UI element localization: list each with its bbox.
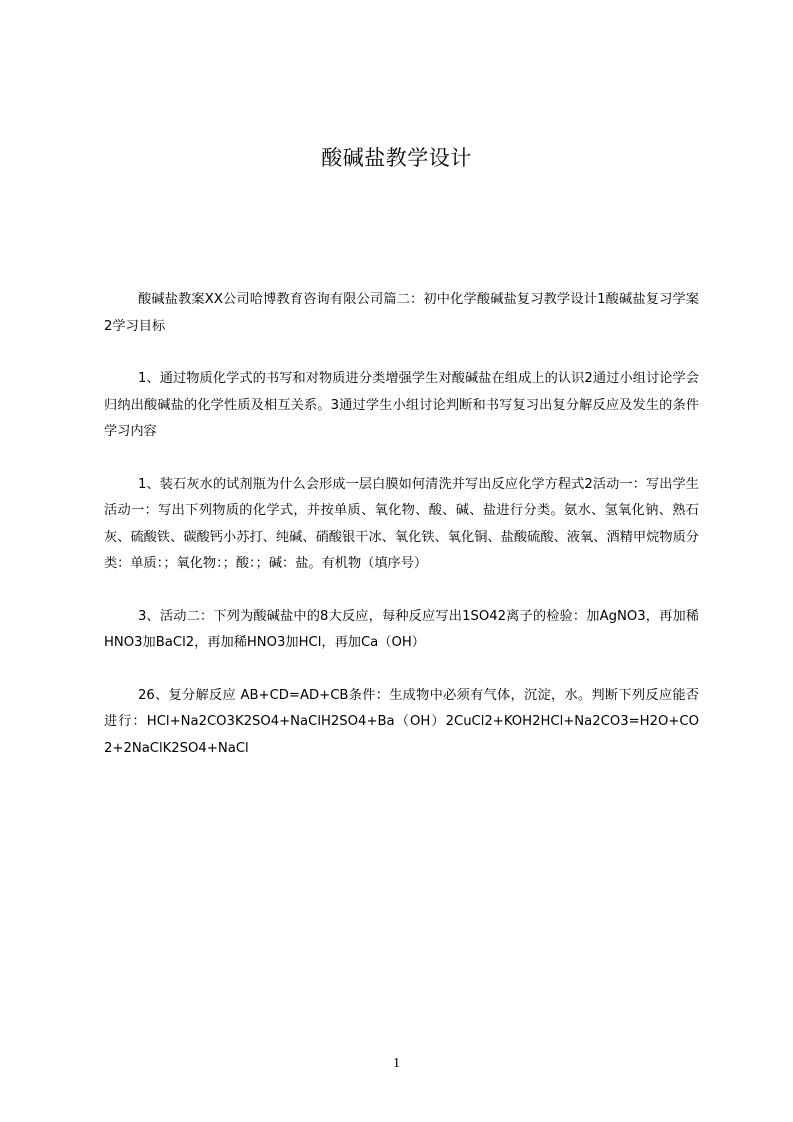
document-title: 酸碱盐教学设计 — [321, 146, 472, 170]
document-body — [104, 287, 699, 762]
paragraph-double-decomposition: 26、复分解反应 AB+CD=AD+CB条件：生成物中必须有气体，沉淀，水。判断下列反应能否进行：HCl+Na2CO3K2SO4+NaClH2SO4+Ba（OH）2CuCl2+KOH2HCl+Na2CO3=H2O+CO2+2NaClK2SO4+NaCl — [104, 687, 699, 756]
page-number: 1 — [393, 1056, 400, 1071]
paragraph-activity-two: 3、活动二：下列为酸碱盐中的8大反应，每种反应写出1SO42离子的检验：加AgNO3，再加稀HNO3加BaCl2，再加稀HNO3加HCl，再加Ca（OH） — [104, 608, 699, 650]
paragraph-intro: 酸碱盐教案XX公司哈博教育咨询有限公司篇二：初中化学酸碱盐复习教学设计1酸碱盐复习学案2学习目标 — [104, 292, 699, 334]
paragraph-activity-one: 1、装石灰水的试剂瓶为什么会形成一层白膜如何清洗并写出反应化学方程式2活动一：写出学生活动一：写出下列物质的化学式，并按单质、氧化物、酸、碱、盐进行分类。氨水、氢氧化钠、熟石灰、硫酸铁、碳酸钙小苏打、纯碱、硝酸银干冰、氧化铁、氧化铜、盐酸硫酸、液氧、酒精甲烷物质分类：单质：；氧化物：；酸：；碱：盐。有机物（填序号） — [104, 476, 699, 571]
paragraph-learning-objectives: 1、通过物质化学式的书写和对物质进分类增强学生对酸碱盐在组成上的认识2通过小组讨论学会归纳出酸碱盐的化学性质及相互关系。3通过学生小组讨论判断和书写复习出复分解反应及发生的条件学习内容 — [104, 371, 699, 439]
